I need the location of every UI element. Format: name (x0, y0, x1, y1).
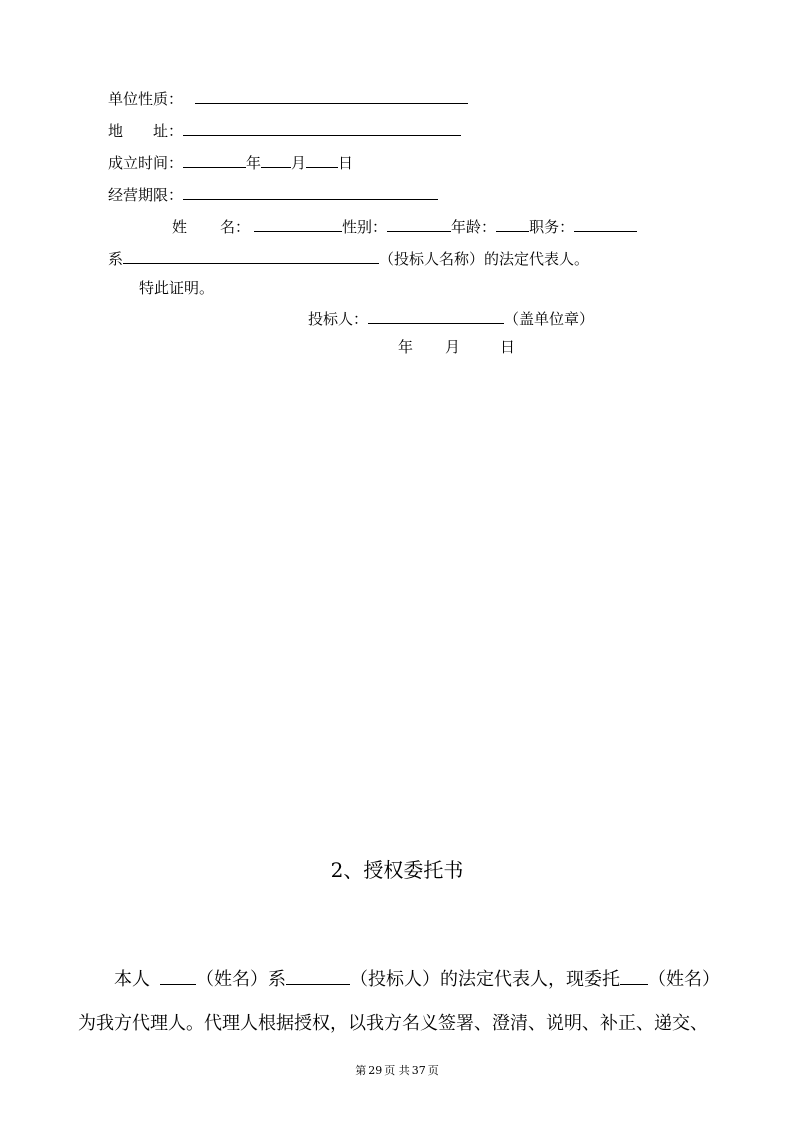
founded-label: 成立时间： (108, 154, 184, 172)
footer-total-pages: 37 (411, 1064, 426, 1077)
age-label: 年龄： (451, 218, 497, 236)
bidder-sign-blank[interactable] (368, 308, 504, 324)
authorization-line-1 (114, 966, 720, 989)
legal-rep-row (108, 248, 589, 267)
unit-nature-label: 单位性质： (108, 90, 184, 108)
sign-date-month: 月 (445, 338, 461, 356)
footer-prefix: 第 (355, 1064, 367, 1077)
age-blank[interactable] (496, 216, 529, 232)
founded-day-label: 日 (338, 154, 354, 172)
certify-text: 特此证明。 (139, 279, 215, 297)
principal-bidder-blank[interactable] (286, 966, 350, 985)
term-blank[interactable] (183, 184, 438, 200)
is-prefix: 系 (108, 250, 124, 268)
seal-note: （盖单位章） (504, 310, 595, 328)
p1-legal-rep: （投标人）的法定代表人，现委托 (350, 969, 620, 990)
bidder-name-suffix: （投标人名称）的法定代表人。 (379, 250, 590, 268)
section-heading: 2、授权委托书 (330, 858, 464, 882)
authorization-line-2: 为我方代理人。代理人根据授权，以我方名义签署、澄清、说明、补正、递交、 (78, 1013, 708, 1034)
address-blank[interactable] (183, 120, 461, 136)
name-label-part2: 名： (220, 218, 251, 236)
sign-date-day: 日 (500, 338, 516, 356)
unit-nature-blank[interactable] (195, 88, 468, 104)
gender-blank[interactable] (387, 216, 451, 232)
founded-year-label: 年 (246, 154, 262, 172)
address-row (108, 120, 461, 139)
bidder-sign-row (308, 308, 594, 327)
footer-suffix: 页 (427, 1064, 439, 1077)
p1-name-suffix: （姓名） (648, 969, 720, 990)
p1-self: 本人 (114, 969, 150, 990)
founded-year-blank[interactable] (183, 152, 246, 168)
position-label: 职务： (529, 218, 575, 236)
principal-name-blank[interactable] (160, 966, 196, 985)
p1-name-is: （姓名）系 (196, 969, 286, 990)
page-footer (0, 1065, 794, 1076)
founded-day-blank[interactable] (306, 152, 338, 168)
founded-row (108, 152, 353, 171)
sign-date-row (398, 340, 515, 355)
term-row (108, 184, 438, 203)
term-label: 经营期限： (108, 186, 184, 204)
position-blank[interactable] (574, 216, 637, 232)
gender-label: 性别： (342, 218, 388, 236)
footer-page-number: 29 (368, 1064, 383, 1077)
bidder-name-blank[interactable] (123, 248, 379, 264)
founded-month-blank[interactable] (261, 152, 291, 168)
person-row (172, 216, 637, 235)
address-label-part2: 址： (153, 122, 184, 140)
unit-nature-row (108, 88, 468, 107)
agent-name-blank[interactable] (620, 966, 648, 985)
name-label-part1: 姓 (172, 218, 188, 236)
name-blank[interactable] (254, 216, 342, 232)
address-label-part1: 地 (108, 122, 124, 140)
sign-date-year: 年 (398, 338, 414, 356)
footer-mid: 页 共 (384, 1064, 410, 1077)
bidder-label: 投标人： (308, 310, 369, 328)
founded-month-label: 月 (291, 154, 307, 172)
